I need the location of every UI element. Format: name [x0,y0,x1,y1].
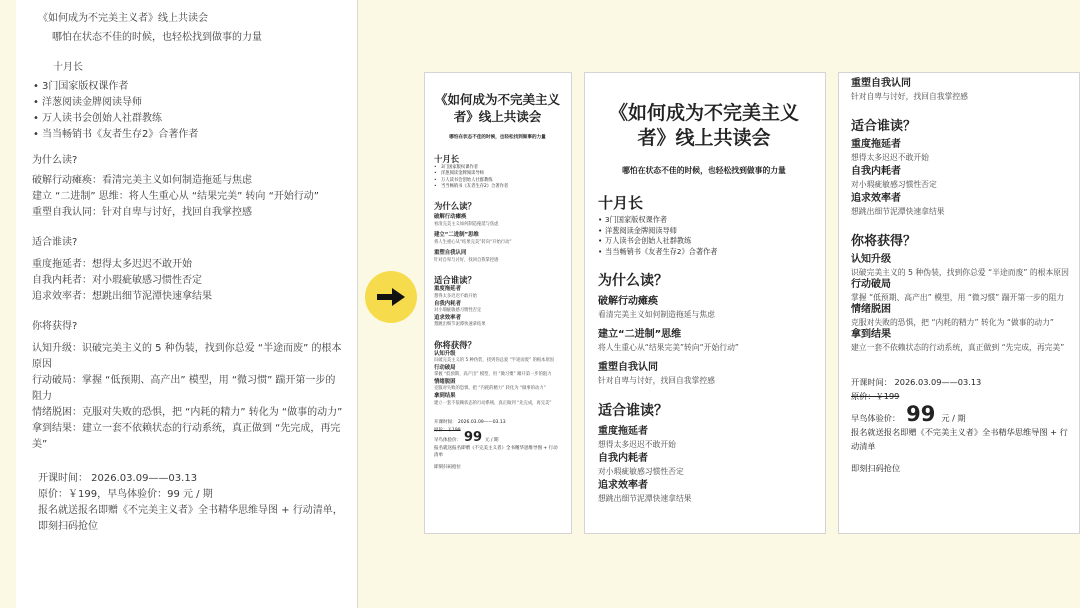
poster-cta: 即刻扫码抢位 [851,463,901,473]
poster-price-row [851,402,1069,426]
arrow-right-icon [376,287,406,307]
doc-who-line: 自我内耗者：对小瑕疵敏感习惯性否定 [32,275,202,286]
poster-item-title: 重塑自我认同 [851,78,911,89]
list-item: • 万人读书会创始人社群教练 [598,236,810,247]
poster-item-text: 掌握 “低预期、高产出” 模型，用 “微习惯” 踹开第一步的阻力 [851,293,1065,302]
poster-item-text: 将人生重心从“结果完美”转向“开始行动” [598,342,739,352]
poster-item-title: 自我内耗者 [434,300,461,307]
poster-item-text: 想得太多迟迟不敢开始 [851,153,929,162]
poster-item-text: 建立一套不依赖状态的行动系统，真正做到 “先完成，再完美” [434,400,552,406]
poster-course-date: 开课时间： 2026.03.09——03.13 [851,377,982,387]
poster-item-text: 识破完美主义的 5 种伪装，找到你总爱 “半途而废” 的根本原因 [434,358,555,364]
list-item: • 洋葱阅读金牌阅读导师 [32,95,357,111]
poster-who-heading: 适合谁读？ [851,119,917,134]
poster-item-title: 情绪脱困 [851,304,891,315]
poster-item-text: 想跳出细节泥潭快速拿结果 [851,207,945,216]
poster-item-title: 重度拖延者 [434,286,461,293]
poster-item-text: 对小瑕疵敏感习惯性否定 [598,466,684,476]
poster-author-points [434,165,561,190]
poster-author: 十月长 [434,154,460,164]
poster-item-text: 针对自卑与讨好，找回自我掌控感 [434,257,499,263]
doc-author: 十月长 [53,62,83,73]
poster-preview-1[interactable] [424,72,572,534]
doc-gift: 报名就送报名即赠《不完美主义者》全书精华思维导图 + 行动清单，即刻扫码抢位 [38,505,343,532]
poster-early-label: 早鸟体验价： [434,438,461,444]
poster-who-heading: 适合谁读？ [598,402,668,419]
list-item: • 当当畅销书《友者生存2》合著作者 [598,247,810,258]
doc-gain-line: 情绪脱困：克服对失败的恐惧，把 “内耗的精力” 转化为 “做事的动力” [32,407,343,418]
doc-who-heading: 适合谁读? [32,237,78,248]
poster-item-title: 自我内耗者 [851,166,901,177]
list-item: • 万人读书会创始人社群教练 [32,111,357,127]
poster-item-title: 拿到结果 [434,393,456,400]
poster-gain-heading: 你将获得？ [851,234,917,249]
poster-item-text: 看清完美主义如何制造拖延与焦虑 [434,221,499,227]
poster-item-title: 行动破局 [851,279,891,290]
list-item: • 3门国家版权课作者 [598,215,810,226]
poster-item-title: 追求效率者 [851,193,901,204]
poster-price-unit: 元 / 期 [941,413,966,423]
poster-item-text: 想得太多迟迟不敢开始 [434,293,477,299]
list-item: • 万人读书会创始人社群教练 [434,178,561,184]
list-item: • 3门国家版权课作者 [32,79,357,95]
doc-price: 原价：￥199，早鸟体验价：99 元 / 期 [38,489,213,500]
poster-original-price: 原价：￥199 [434,427,461,433]
doc-author-points [32,79,357,143]
doc-why-heading: 为什么读? [32,155,78,166]
poster-item-title: 追求效率者 [434,314,461,321]
source-document [16,0,358,608]
poster-gain-heading: 你将获得？ [434,339,476,350]
poster-item-title: 重度拖延者 [598,425,648,437]
poster-item-text: 建立一套不依赖状态的行动系统，真正做到 “先完成，再完美” [851,343,1065,352]
doc-who-line: 重度拖延者：想得太多迟迟不敢开始 [32,259,192,270]
poster-preview-2[interactable] [584,72,826,534]
doc-why-line: 重塑自我认同：针对自卑与讨好，找回自我掌控感 [32,207,252,218]
doc-subtitle: 哪怕在状态不佳的时候，也轻松找到做事的力量 [52,32,262,43]
poster-item-text: 识破完美主义的 5 种伪装，找到你总爱 “半途而废” 的根本原因 [851,268,1069,277]
poster-item-text: 针对自卑与讨好，找回自我掌控感 [598,375,715,385]
poster-item-text: 想跳出细节泥潭快速拿结果 [434,322,486,328]
poster-item-title: 自我内耗者 [598,452,648,464]
poster-item-text: 掌握 “低预期、高产出” 模型，用 “微习惯” 踹开第一步的阻力 [434,372,552,378]
doc-course-date: 开课时间： 2026.03.09——03.13 [38,473,198,484]
poster-item-title: 重度拖延者 [851,139,901,150]
poster-item-text: 将人生重心从“结果完美”转向“开始行动” [434,239,512,245]
doc-why-line: 破解行动瘫痪：看清完美主义如何制造拖延与焦虑 [32,175,252,186]
doc-who-line: 追求效率者：想跳出细节泥潭快速拿结果 [32,291,212,302]
poster-course-date: 开课时间： 2026.03.09——03.13 [434,420,506,426]
poster-item-text: 克服对失败的恐惧，把 “内耗的精力” 转化为 “做事的动力” [851,318,1054,327]
poster-item-text: 针对自卑与讨好，找回自我掌控感 [851,92,968,101]
poster-gift: 报名就送报名即赠《不完美主义者》全书精华思维导图 + 行动清单 [851,427,1068,451]
poster-title: 《如何成为不完美主义者》线上共读会 [434,92,560,124]
poster-item-title: 认知升级 [434,350,456,357]
poster-original-price: 原价：￥199 [851,391,900,401]
poster-author: 十月长 [598,194,644,212]
doc-why-line: 建立 “二进制” 思维：将人生重心从 “结果完美” 转向 “开始行动” [32,191,319,202]
poster-title: 《如何成为不完美主义者》线上共读会 [608,102,799,149]
poster-gift: 报名就送报名即赠《不完美主义者》全书精华思维导图 + 行动清单 [434,445,558,459]
doc-gain-heading: 你将获得? [32,321,78,332]
transform-arrow [365,271,417,323]
doc-gain-line: 拿到结果：建立一套不依赖状态的行动系统，真正做到 “先完成，再完美” [32,423,341,450]
poster-item-title: 建立“二进制”思维 [598,328,682,340]
poster-item-title: 认知升级 [851,254,891,265]
poster-why-heading: 为什么读？ [598,272,668,289]
poster-item-text: 想跳出细节泥潭快速拿结果 [598,493,692,503]
poster-item-text: 看清完美主义如何制造拖延与焦虑 [598,309,715,319]
doc-title: 《如何成为不完美主义者》线上共读会 [38,13,208,24]
list-item: • 当当畅销书《友者生存2》合著作者 [434,184,561,190]
poster-item-title: 拿到结果 [851,329,891,340]
poster-early-label: 早鸟体验价： [851,413,901,423]
poster-item-title: 情绪脱困 [434,378,456,385]
list-item: • 洋葱阅读金牌阅读导师 [598,226,810,237]
poster-item-title: 重塑自我认同 [598,361,658,373]
poster-author-points [598,215,810,258]
poster-why-heading: 为什么读？ [434,201,476,212]
poster-item-title: 破解行动瘫痪 [434,214,467,221]
list-item: • 3门国家版权课作者 [434,165,561,171]
poster-price-unit: 元 / 期 [485,438,499,444]
poster-item-title: 追求效率者 [598,479,648,491]
poster-item-title: 行动破局 [434,364,456,371]
poster-price: 99 [464,430,483,446]
doc-gain-line: 行动破局：掌握 “低预期、高产出” 模型，用 “微习惯” 踹开第一步的阻力 [32,375,336,402]
list-item: • 当当畅销书《友者生存2》合著作者 [32,127,357,143]
poster-item-text: 对小瑕疵敏感习惯性否定 [434,308,482,314]
poster-item-text: 想得太多迟迟不敢开始 [598,439,676,449]
poster-item-title: 建立“二进制”思维 [434,232,479,239]
poster-who-heading: 适合谁读？ [434,275,476,286]
poster-item-title: 重塑自我认同 [434,250,467,257]
poster-subtitle: 哪怕在状态不佳的时候，也轻松找到做事的力量 [449,135,546,140]
poster-subtitle: 哪怕在状态不佳的时候，也轻松找到做事的力量 [622,166,786,175]
poster-item-title: 破解行动瘫痪 [598,295,658,307]
poster-item-text: 对小瑕疵敏感习惯性否定 [851,180,937,189]
doc-gain-line: 认知升级：识破完美主义的 5 种伪装，找到你总爱 “半途而废” 的根本原因 [32,343,342,370]
poster-price: 99 [906,402,936,426]
list-item: • 洋葱阅读金牌阅读导师 [434,171,561,177]
poster-preview-3[interactable] [838,72,1080,534]
poster-cta: 即刻扫码抢位 [434,464,461,470]
poster-item-text: 克服对失败的恐惧，把 “内耗的精力” 转化为 “做事的动力” [434,386,546,392]
